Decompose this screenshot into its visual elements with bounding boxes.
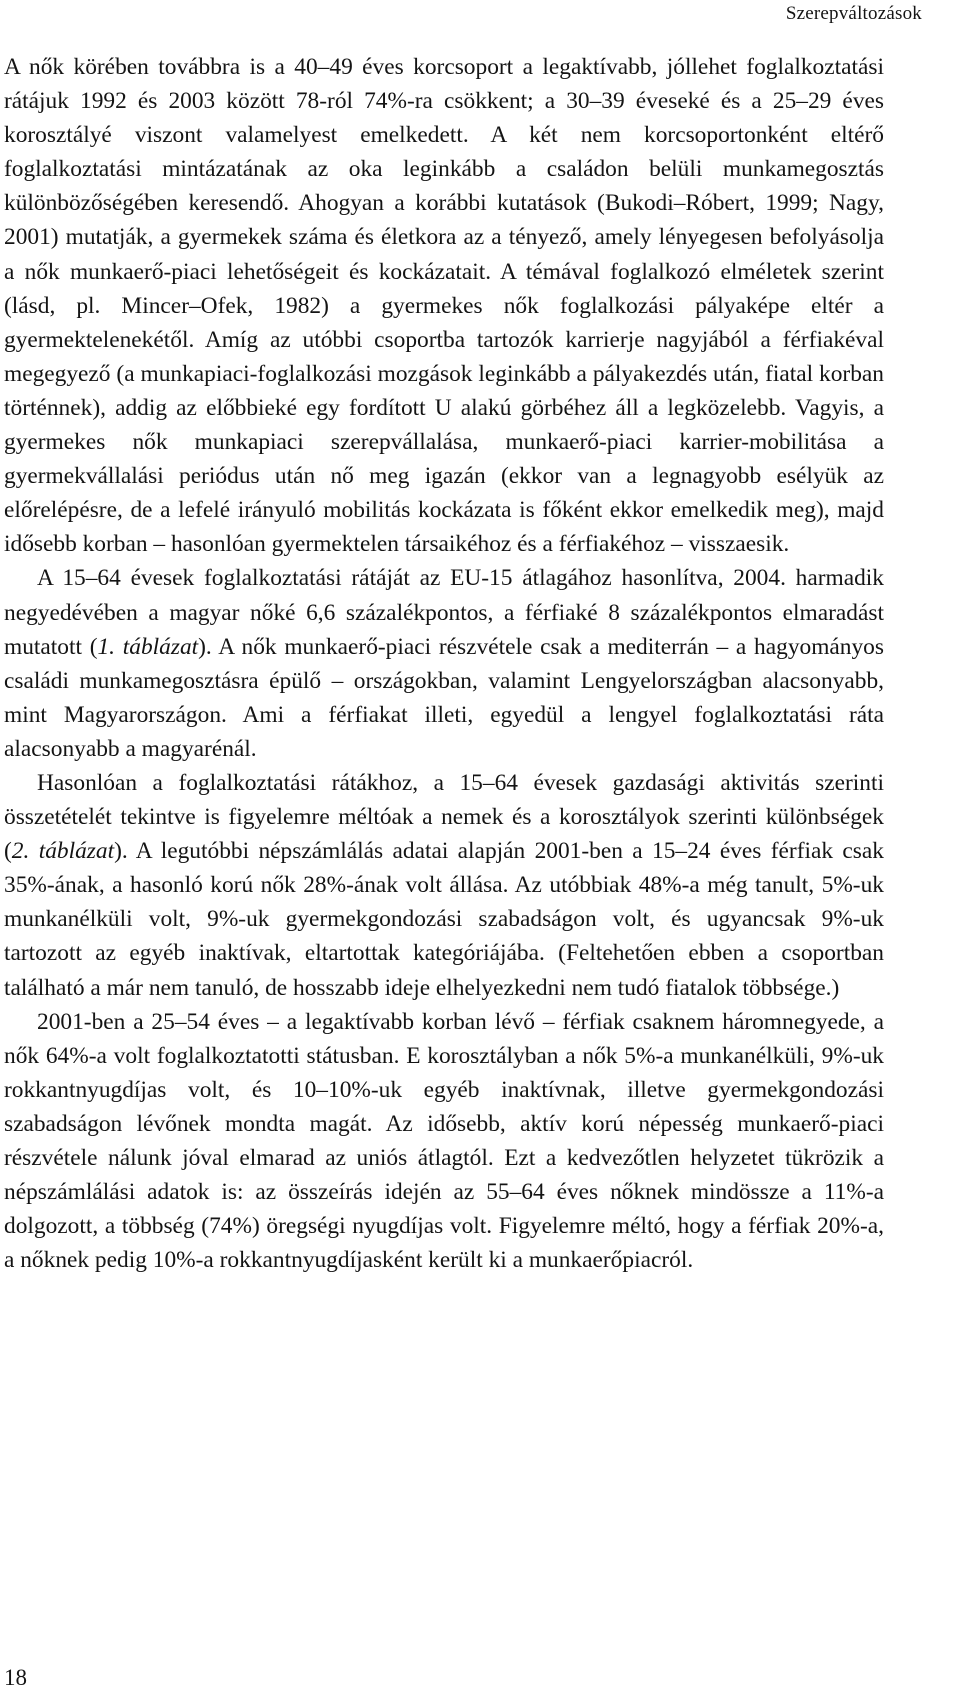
paragraph-2-text-before: A 15–64 évesek foglalkoztatási rátáját az EU-15 átlagához hasonlítva, 2004. harmadik negyedévében a magyar nőké 6,6 százalékpontos, a férfiaké 8 százalékpontos elmaradást mutatott ( [4,565,884,660]
paragraph-1: A nők körében továbbra is a 40–49 éves korcsoport a legaktívabb, jóllehet foglalkoztatási rátájuk 1992 és 2003 között 78-ról 74%-ra csökkent; a 30–39 éveseké és a 25–29 éves korosztályé viszont valamelyest emelkedett. A két nem korcsoportonként eltérő foglalkoztatási mintázatának az oka leginkább a családon belüli munkamegosztás különbözőségében keresendő. Ahogyan a korábbi kutatások (Bukodi–Róbert, 1999; Nagy, 2001) mutatják, a gyermekek száma és életkora az a tényező, amely lényegesen befolyásolja a nők munkaerő-piaci lehetőségeit és kockázatait. A témával foglalkozó elméletek szerint (lásd, pl. Mincer–Ofek, 1982) a gyermekes nők foglalkozási pályaképe eltér a gyermektelenekétől. Amíg az utóbbi csoportba tartozók karrierje nagyjából a férfiakéval megegyező (a munkapiaci-foglalkozási mozgások leginkább a pályakezdés után, fiatal korban történnek), addig az előbbieké egy fordított U alakú görbéhez áll a legközelebb. Vagyis, a gyermekes nők munkapiaci szerepvállalása, munkaerő-piaci karrier-mobilitása a gyermekvállalási periódus után nő meg igazán (ekkor van a legnagyobb esélyük az előrelépésre, de a lefelé irányuló mobilitás kockázata is főként ekkor emelkedik meg), majd idősebb korban – hasonlóan gyermektelen társaikéhoz és a férfiakéhoz – visszaesik. [4,54,884,558]
paragraph-3 [4,766,884,1005]
paragraph-4: 2001-ben a 25–54 éves – a legaktívabb korban lévő – férfiak csaknem háromnegyede, a nők 64%-a volt foglalkoztatotti státusban. E korosztályban a nők 5%-a munkanélküli, 9%-uk rokkantnyugdíjas volt, és 10–10%-uk egyéb inaktívnak, illetve gyermekgondozási szabadságon lévőnek mondta magát. Az idősebb, aktív korú népesség munkaerő-piaci részvétele nálunk jóval elmarad az uniós átlagtól. Ezt a kedvezőtlen helyzetet tükrözik a népszámlálási adatok is: az összeírás idején az 55–64 éves nőknek mindössze a 11%-a dolgozott, a többség (74%) öregségi nyugdíjas volt. Figyelemre méltó, hogy a férfiak 20%-a, a nőknek pedig 10%-a rokkantnyugdíjasként került ki a munkaerőpiacról. [4,1008,884,1274]
table-reference-2: 2. táblázat [11,838,115,865]
paragraph-2 [4,561,884,766]
running-title: Szerepváltozások [785,3,922,24]
table-reference-1: 1. táblázat [97,633,199,660]
paragraph-2-text-after: ). A nők munkaerő-piaci részvétele csak a mediterrán – a hagyományos családi munkamegosztásra épülő – országokban, valamint Lengyelországban alacsonyabb, mint Magyarországon. Ami a férfiakat illeti, egyedül a lengyel foglalkoztatási ráta alacsonyabb a magyarénál. [4,633,884,762]
page-number: 18 [4,1665,27,1690]
paragraph-3-text-after: ). A legutóbbi népszámlálás adatai alapján 2001-ben a 15–24 éves férfiak csak 35%-ának, a hasonló korú nők 28%-ának volt állása. Az utóbbiak 48%-a még tanult, 5%-uk munkanélküli volt, 9%-uk gyermekgondozási szabadságon volt, és ugyancsak 9%-uk tartozott az egyéb inaktívak, eltartottak kategóriájába. (Feltehetően ebben a csoportban található a már nem tanuló, de hosszabb ideje elhelyezkedni nem tudó fiatalok többsége.) [4,838,884,1001]
paragraph-3-text-before: Hasonlóan a foglalkoztatási rátákhoz, a 15–64 évesek gazdasági aktivitás szerinti összetételét tekintve is figyelemre méltóak a nemek és a korosztályok szerinti különbségek ( [4,769,884,865]
article-body [4,50,884,1277]
